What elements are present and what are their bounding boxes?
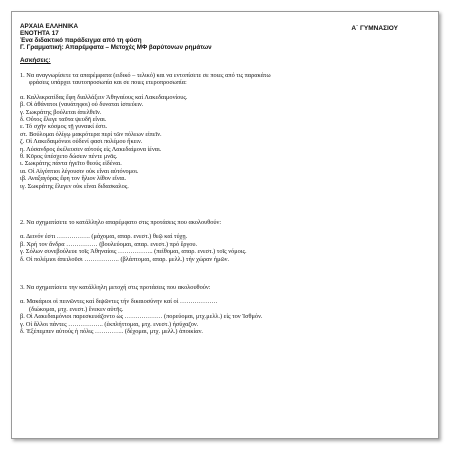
grammar-topic: Γ. Γραμματική: Απαρέμφατα – Μετοχές ΜΦ βαρύτονων ρημάτων — [20, 44, 212, 51]
exercise-3-item: δ. Ἐξέπεμπεν αὐτούς ἡ πόλις ………….. (δέχομαι, μτχ. μελλ.) ἀποικίαν. — [20, 328, 204, 336]
exercise-1-item: ια. Οἱ Αἰγύπτιοι λέγουσιν οὐκ εἶναι αὐτόνομοι. — [20, 167, 139, 175]
exercise-1-item: ε. Τό σχῆν κόσμος τῇ γυναικί ἐστι. — [20, 123, 108, 131]
exercise-1-item: β. Οἱ ἀθάνατοι (ναυάτηφοι) οὐ δυναται ἰσπεύειν. — [20, 101, 144, 109]
exercise-2-item: β. Χρή τον ἄνδρα …………… (βουλεύομαι, απαρ. ενεστ.) πρό ἔργου. — [20, 240, 198, 248]
subject-title: ΑΡΧΑΙΑ ΕΛΛΗΝΙΚΑ — [20, 23, 79, 30]
exercise-2-item: α. Δεινόν ἐστι ……………. (μάχομαι, απαρ. ενεστ.) θεῷ καί τύχῃ. — [20, 233, 188, 241]
exercise-3 — [20, 284, 430, 335]
exercise-1 — [20, 72, 430, 190]
exercise-3-prompt: 3. Να σχηματίσετε την κατάλληλη μετοχή στις προτάσεις που ακολουθούν: — [20, 284, 211, 291]
exercise-1-item: θ. Κῦρος ὑπέσχετο δώσειν πέντε μνᾶς. — [20, 153, 118, 161]
exercise-3-item: β. Οἱ Λακεδαιμόνιοι παρεσκευάζοντο ὡς ……………… (πορεύομαι, μτχ.μελλ.) εἰς τον Ἰσθμόν. — [20, 313, 263, 321]
unit-label: ΕΝΟΤΗΤΑ 17 — [20, 30, 59, 37]
exercise-1-item: ι. Σωκράτης πάντα ἡγεῖτο θεούς εἰδέναι. — [20, 160, 122, 168]
exercise-2-prompt: 2. Να σχηματίσετε το κατάλληλο απαρέμφατο στις προτάσεις που ακολουθούν: — [20, 219, 222, 226]
exercise-1-item: η. Λύσανδρος ἐκέλευσεν αὐτούς εἰς Λακεδαίμονα ἰέναι. — [20, 145, 162, 153]
exercise-1-prompt-cont: φράσεις υπάρχει ταυτοπροσωπία και σε ποιες ετεροπροσωπία: — [29, 79, 187, 87]
exercise-1-item: ζ. Οἱ Λακεδαιμόνιοι οὐδενί φασι πολέμου ἥκειν. — [20, 138, 143, 146]
exercise-1-item: δ. Οὗτος ἔλεγε ταῦτα ψευδῆ εἶναι. — [20, 116, 107, 124]
exercise-3-item: α. Μακάριοι οἱ πεινῶντες καί διψῶντες τήν δικαιοσύνην καί οἱ ……………… — [20, 298, 218, 306]
exercise-1-item: στ. Βούλομαι ὀλίγῳ μακρότερα περί τῶν πόλεων εἰπεῖν. — [20, 130, 162, 138]
exercise-2-item: γ. Σόλων συνεβούλευε τοῖς Ἀθηναίοις …………….. (πείθομαι, απαρ. ενεστ.) τοῖς νόμοις. — [20, 248, 247, 256]
exercises-heading: Ασκήσεις: — [20, 57, 51, 64]
lesson-subtitle: Ένα διδακτικό παράδειγμα από τη φύση — [20, 37, 142, 44]
exercise-2-item: δ. Οἱ πολέμιοι ἀπειλοῦσι …………….. (βλάπτομαι, απαρ. μελλ.) τήν χώραν ἡμῶν. — [20, 255, 230, 263]
exercise-3-item-cont: (διώκομαι, μτχ. ενεστ.) ἕνεκεν αὐτῆς. — [29, 305, 124, 313]
exercise-1-item: ιγ. Σωκράτης ἔλεγεν οὐκ εἶναι διδασκαλος. — [20, 182, 129, 190]
exercise-1-item: ιβ. Αναξαγόρας ἔφη τον ἥλιον λίθον εἶναι. — [20, 175, 127, 183]
exercise-3-item: γ. Οἱ ἄλλοι πάντες …………….. (ἐκπλήττομαι, μτχ. ενεστ.) ἡσύχαζον. — [20, 320, 199, 328]
exercise-1-item: α. Καλλικρατίδας ἔφη διαλλάξειν Ἀθηναίους καί Λακεδαιμονίους. — [20, 93, 188, 101]
exercise-1-prompt: 1. Να αναγνωρίσετε τα απαρέμφατα (ειδικό – τελικό) και να εντοπίσετε σε ποιες από τις παρακάτω — [20, 72, 271, 79]
worksheet-page — [11, 11, 439, 439]
exercise-2 — [20, 219, 430, 263]
grade-label: Α΄ ΓΥΜΝΑΣΙΟΥ — [351, 25, 398, 32]
exercise-1-item: γ. Σωκράτης βούλεται ἀπελθεῖν. — [20, 108, 102, 116]
